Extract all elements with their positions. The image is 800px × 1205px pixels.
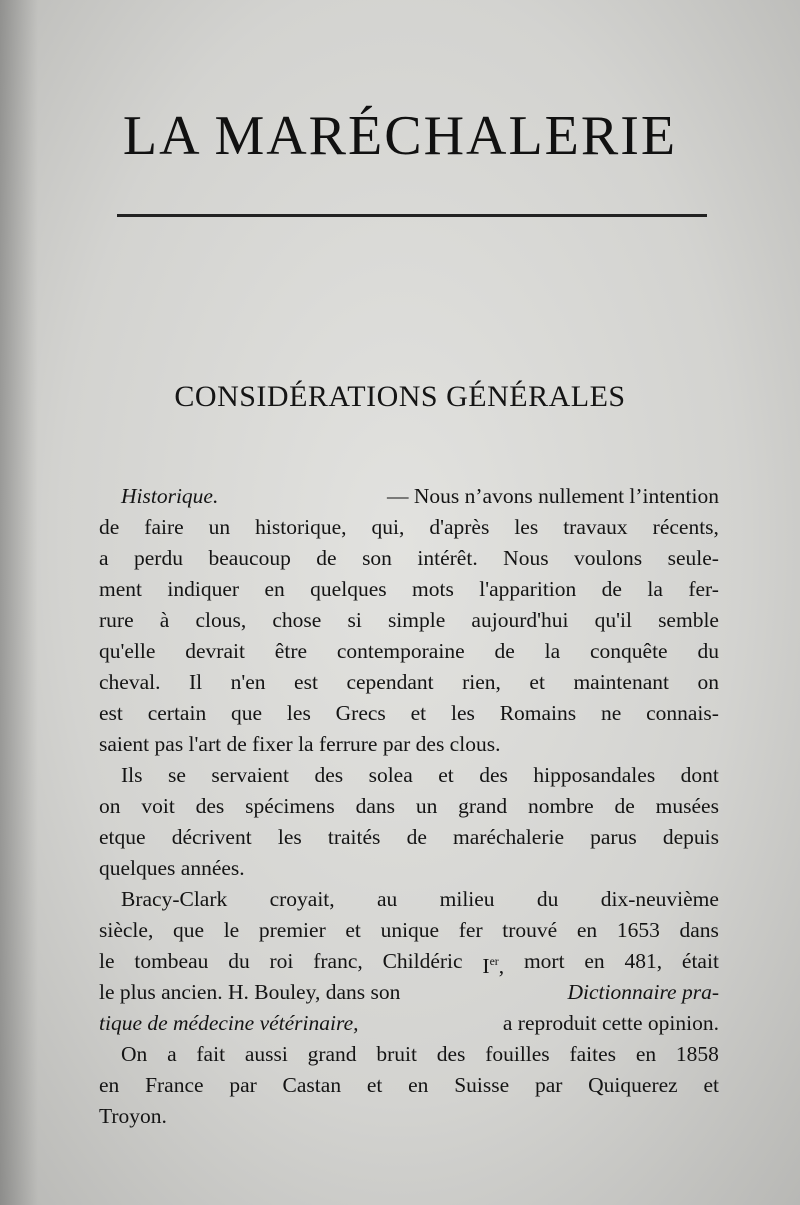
italic-title-part-2: tique de médecine vétérinaire,	[99, 1011, 359, 1035]
paragraph-4-line-3: Troyon.	[99, 1104, 167, 1128]
paragraph-1-line-4: ment indiquer en quelques mots l'apparition de la fer-	[99, 577, 719, 601]
paragraph-1-line-9: saient pas l'art de fixer la ferrure par des clous.	[99, 732, 501, 756]
historique-lead: Historique.	[121, 484, 219, 508]
paragraph-1-line-2: de faire un historique, qui, d'après les travaux récents,	[99, 515, 719, 539]
paragraph-3-line-4: le plus ancien. H. Bouley, dans son Dictionnaire pra-	[99, 977, 719, 1008]
paragraph-2-line-1: Ils se servaient des solea et des hipposandales dont	[121, 763, 719, 787]
paragraph-1-line-1	[99, 481, 719, 512]
paragraph-1-line-7: cheval. Il n'en est cependant rien, et maintenant on	[99, 670, 719, 694]
paragraph-2-line-3: etque décrivent les traités de maréchalerie parus depuis	[99, 825, 719, 849]
paragraph-1-line-3: a perdu beaucoup de son intérêt. Nous voulons seule-	[99, 546, 719, 570]
section-heading: CONSIDÉRATIONS GÉNÉRALES	[174, 380, 626, 413]
paragraph-1-line-8: est certain que les Grecs et les Romains ne connais-	[99, 701, 719, 725]
paragraph-1-line-6: qu'elle devrait être contemporaine de la conquête du	[99, 639, 719, 663]
title-rule	[117, 214, 707, 217]
line-rest: — Nous n’avons nullement l’intention	[386, 484, 719, 508]
paragraph-1-line-5: rure à clous, chose si simple aujourd'hui qu'il semble	[99, 608, 719, 632]
page-title: LA MARÉCHALERIE	[122, 105, 678, 167]
paragraph-3-line-2: siècle, que le premier et unique fer trouvé en 1653 dans	[99, 918, 719, 942]
italic-title-part-1: Dictionnaire pra-	[567, 980, 719, 1004]
paragraph-4-line-1: On a fait aussi grand bruit des fouilles faites en 1858	[121, 1042, 719, 1066]
paragraph-4-line-2: en France par Castan et en Suisse par Quiquerez et	[99, 1073, 719, 1097]
paragraph-3-line-3: le tombeau du roi franc, Childéric Ier, mort en 481, était	[99, 949, 719, 979]
paragraph-2-line-4: quelques années.	[99, 856, 245, 880]
paragraph-2-line-2: on voit des spécimens dans un grand nombre de musées	[99, 794, 719, 818]
paragraph-3-line-1: Bracy-Clark croyait, au milieu du dix-neuvième	[121, 887, 719, 911]
body-text	[99, 481, 719, 1132]
paragraph-3-line-5: tique de médecine vétérinaire, a reproduit cette opinion.	[99, 1008, 719, 1039]
